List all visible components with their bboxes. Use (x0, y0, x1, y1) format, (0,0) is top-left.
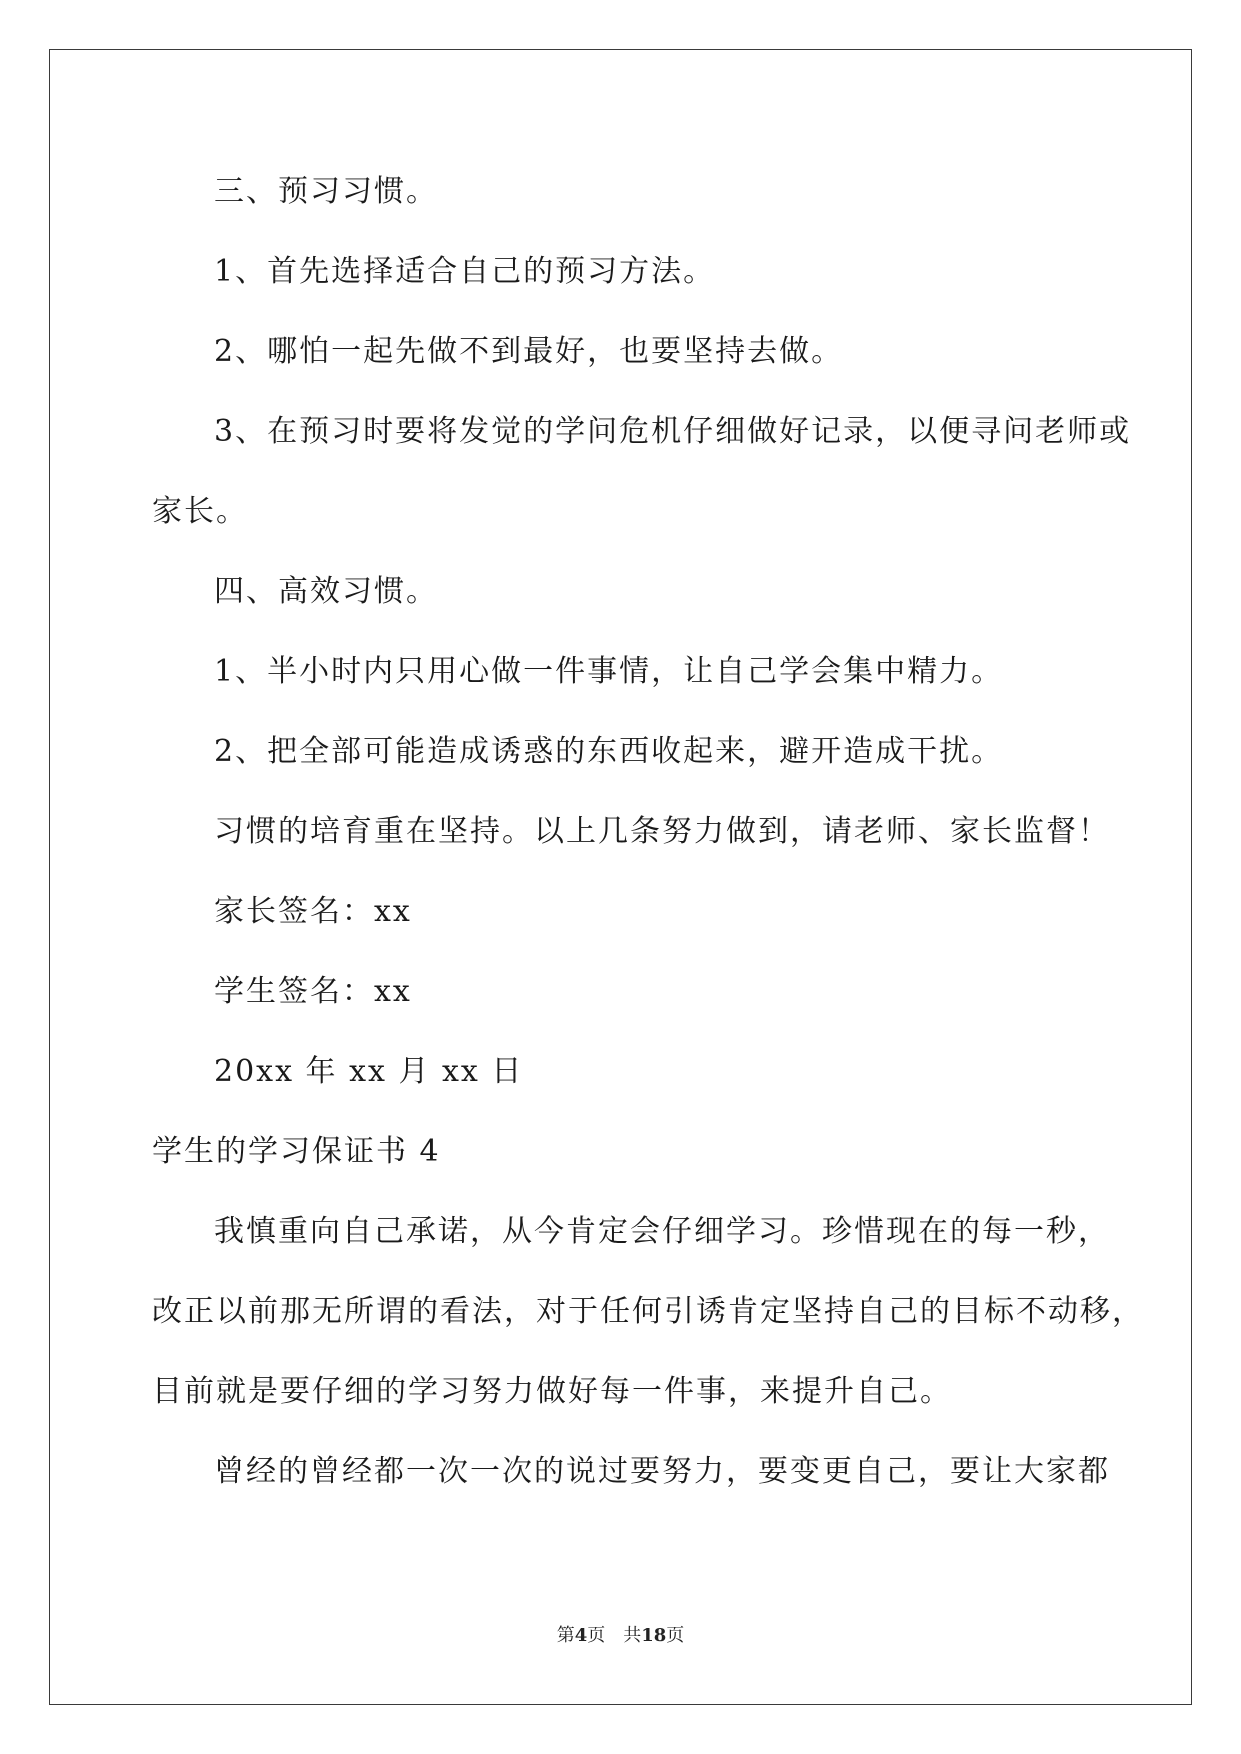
footer-prefix: 第 (556, 1625, 575, 1646)
footer-mid: 页 共 (587, 1625, 642, 1646)
paragraph-line: 2、哪怕一起先做不到最好，也要坚持去做。 (214, 334, 844, 369)
document-title: 学生的学习保证书 4 (152, 1134, 441, 1169)
paragraph-line: 我慎重向自己承诺，从今肯定会仔细学习。珍惜现在的每一秒， (214, 1214, 1110, 1249)
paragraph-line: 习惯的培育重在坚持。以上几条努力做到，请老师、家长监督！ (214, 814, 1110, 849)
parent-signature: 家长签名：xx (214, 894, 412, 929)
paragraph-line: 3、在预习时要将发觉的学问危机仔细做好记录，以便寻问老师或 (214, 414, 1132, 449)
paragraph-line: 2、把全部可能造成诱惑的东西收起来，避开造成干扰。 (214, 734, 1004, 769)
paragraph-line: 曾经的曾经都一次一次的说过要努力，要变更自己，要让大家都 (214, 1454, 1110, 1489)
section-heading-efficiency: 四、高效习惯。 (214, 574, 438, 609)
paragraph-line: 改正以前那无所谓的看法，对于任何引诱肯定坚持自己的目标不动移， (152, 1294, 1144, 1329)
paragraph-line: 目前就是要仔细的学习努力做好每一件事，来提升自己。 (152, 1374, 952, 1409)
paragraph-line: 1、首先选择适合自己的预习方法。 (214, 254, 716, 289)
current-page-number: 4 (574, 1625, 588, 1646)
page-footer (0, 1624, 1241, 1648)
paragraph-line: 家长。 (152, 494, 248, 529)
section-heading-preview: 三、预习习惯。 (214, 174, 438, 209)
footer-suffix: 页 (666, 1625, 685, 1646)
paragraph-line: 1、半小时内只用心做一件事情，让自己学会集中精力。 (214, 654, 1004, 689)
student-signature: 学生签名：xx (214, 974, 412, 1009)
date-line: 20xx 年 xx 月 xx 日 (214, 1054, 524, 1089)
total-pages-number: 18 (641, 1625, 667, 1646)
